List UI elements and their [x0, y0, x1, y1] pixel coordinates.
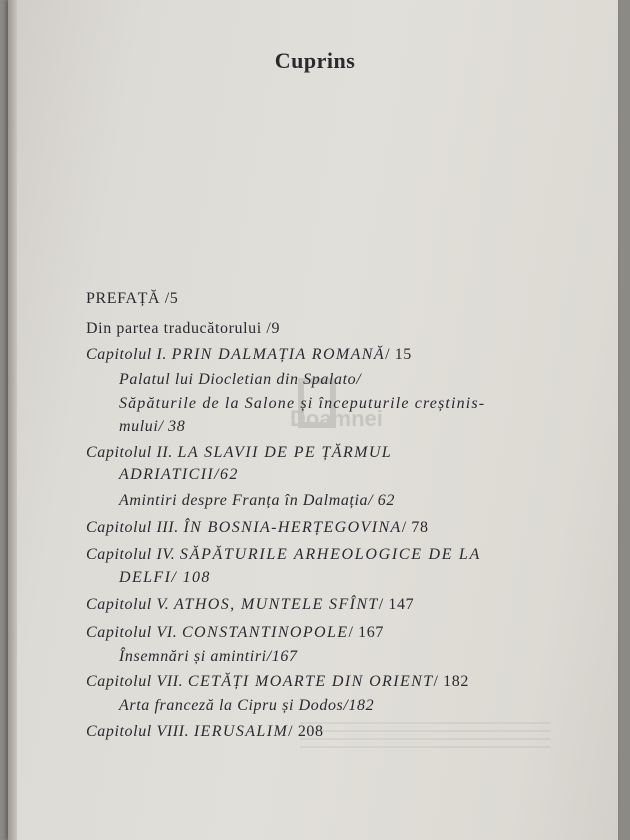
- chapter-prefix: Capitolul VII.: [86, 673, 188, 690]
- chapter-prefix: Capitolul V.: [86, 596, 174, 613]
- toc-subentry-insemnari: Însemnări și amintiri/167: [119, 648, 298, 665]
- chapter-page: / 78: [401, 519, 429, 536]
- chapter-page: / 182: [433, 673, 469, 690]
- toc-entry-prefata: PREFAȚĂ /5: [86, 290, 179, 307]
- chapter-title: ÎN BOSNIA-HERȚEGOVINA: [183, 519, 402, 536]
- chapter-prefix: Capitolul IV.: [86, 546, 180, 563]
- chapter-title: SĂPĂTURILE ARHEOLOGICE DE LA: [179, 546, 481, 563]
- chapter-prefix: Capitolul I.: [86, 346, 172, 363]
- chapter-title: PRIN DALMAȚIA ROMANĂ: [171, 346, 386, 363]
- chapter-title: ATHOS, MUNTELE SFÎNT: [173, 596, 379, 613]
- chapter-page: / 147: [378, 596, 415, 613]
- toc-subentry-franta: Amintiri despre Franța în Dalmația/ 62: [119, 492, 395, 509]
- toc-chapter-3: [86, 519, 429, 537]
- toc-chapter-1: [86, 346, 412, 364]
- watermark-text: Doamnei: [290, 406, 383, 431]
- toc-subentry-spalato: Palatul lui Diocletian din Spalato/: [119, 371, 362, 388]
- chapter-page: / 15: [385, 346, 412, 363]
- toc-chapter-2-cont: ADRIATICII/62: [119, 466, 239, 483]
- chapter-title: LA SLAVII DE PE ȚĂRMUL: [177, 444, 393, 461]
- chapter-page: / 208: [288, 723, 324, 740]
- toc-subentry-salone: Săpăturile de la Salone și începuturile creștinis-: [119, 395, 486, 412]
- chapter-prefix: Capitolul VIII.: [86, 723, 194, 740]
- chapter-title: CETĂȚI MOARTE DIN ORIENT: [187, 673, 434, 690]
- chapter-page: / 167: [348, 624, 384, 641]
- toc-chapter-4-cont: DELFI/ 108: [119, 569, 211, 586]
- toc-chapter-2: [86, 444, 392, 462]
- toc-subentry-salone-cont: mului/ 38: [119, 418, 186, 435]
- page-title: Cuprins: [274, 48, 356, 73]
- toc-chapter-6: [86, 624, 384, 642]
- chapter-title: IERUSALIM: [193, 723, 289, 740]
- toc-subentry-cipru: Arta franceză la Cipru și Dodos/182: [119, 697, 375, 714]
- chapter-prefix: Capitolul VI.: [86, 624, 182, 641]
- toc-entry-translator: Din partea traducătorului /9: [86, 320, 281, 337]
- chapter-prefix: Capitolul III.: [86, 519, 184, 536]
- chapter-title: CONSTANTINOPOLE: [181, 624, 349, 641]
- toc-chapter-7: [86, 673, 469, 691]
- toc-chapter-8: [86, 723, 324, 741]
- toc-chapter-5: [86, 596, 414, 614]
- toc-chapter-4: [86, 546, 481, 564]
- chapter-prefix: Capitolul II.: [86, 444, 178, 461]
